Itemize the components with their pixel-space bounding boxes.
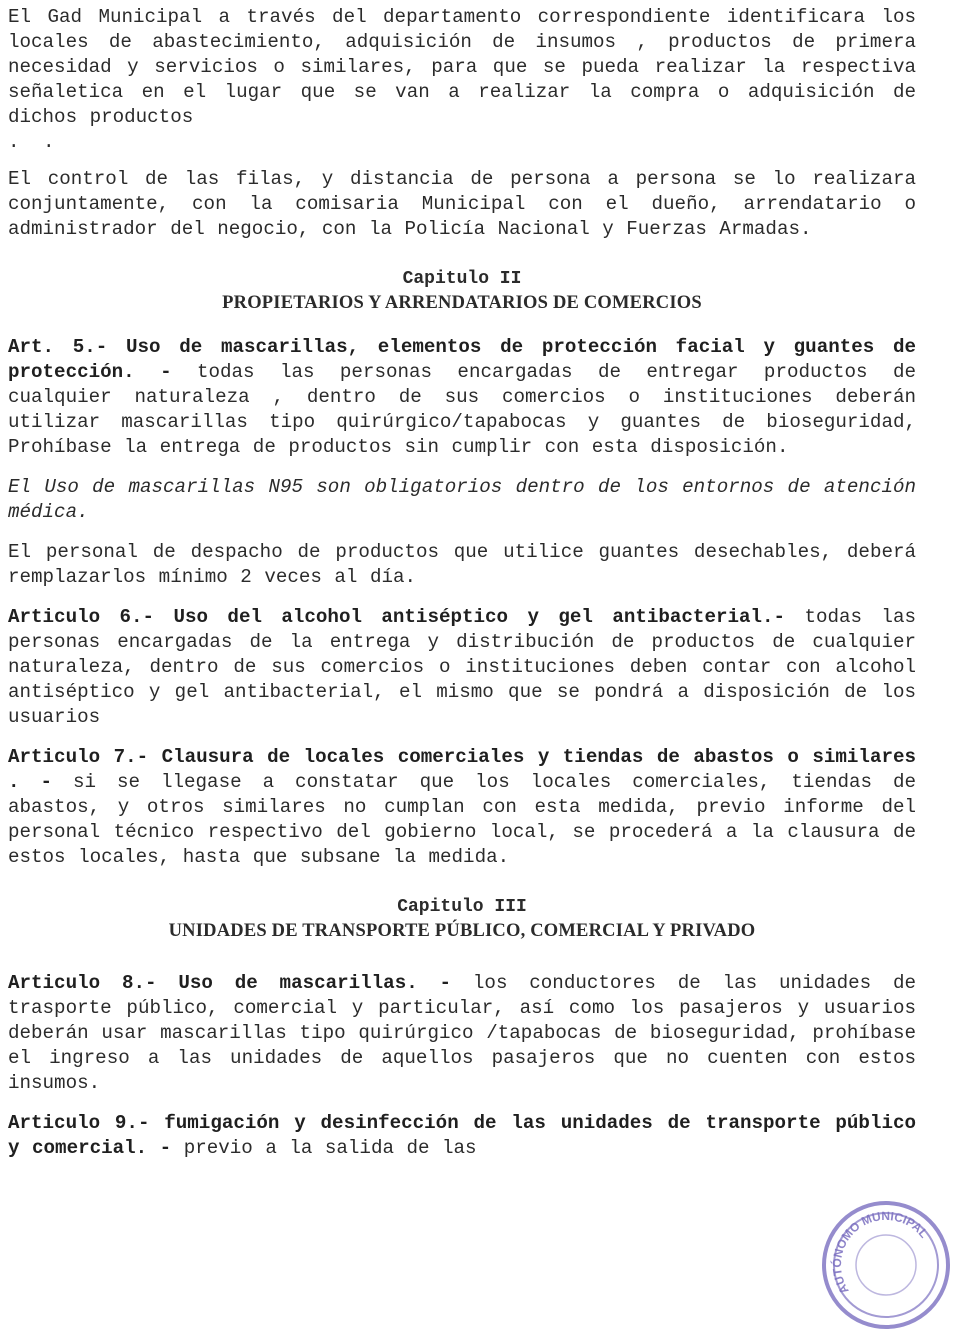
chapter-2-header: [8, 267, 916, 315]
document-page: [8, 5, 916, 1161]
chapter-3-number: Capitulo III: [397, 897, 527, 917]
article-6: [8, 605, 916, 730]
chapter-3-title: UNIDADES DE TRANSPORTE PÚBLICO, COMERCIAL Y PRIVADO: [168, 921, 756, 941]
paragraph-intro-tail: . .: [8, 131, 61, 153]
article-7-heading: Articulo 7.- Clausura de locales comerciales y tiendas de abastos o similares . -: [8, 746, 916, 793]
article-9: [8, 1111, 916, 1161]
article-5-gloves-note: El personal de despacho de productos que utilice guantes desechables, deberá remplazarlos mínimo 2 veces al día.: [8, 541, 916, 588]
article-7-body: si se llegase a constatar que los locales comerciales, tiendas de abastos, y otros similares no cumplan con esta medida, previo informe del personal técnico respectivo del gobierno local, se procederá a la clausura de estos locales, hasta que subsane la medida.: [8, 771, 917, 868]
article-5-body: todas las personas encargadas de entregar productos de cualquier naturaleza , dentro de sus comercios o instituciones deberán utilizar mascarillas tipo quirúrgico/tapabocas y guantes de bioseguridad, Prohíbase la entrega de productos sin cumplir con esta disposición.: [8, 361, 916, 458]
article-8-body: los conductores de las unidades de trasporte público, comercial y particular, así como los pasajeros y usuarios deberán usar mascarillas tipo quirúrgico /tapabocas de bioseguridad, prohíbase el ingreso a las unidades de aquellos pasajeros que no cuenten con estos insumos.: [8, 972, 916, 1094]
article-8-heading: Articulo 8.- Uso de mascarillas. -: [8, 972, 452, 994]
chapter-2-number: Capitulo II: [402, 269, 522, 289]
article-5: [8, 335, 916, 460]
article-8: [8, 971, 916, 1096]
chapter-2-title: PROPIETARIOS Y ARRENDATARIOS DE COMERCIOS: [222, 293, 702, 313]
article-7: [8, 745, 916, 870]
article-5-italic-note: El Uso de mascarillas N95 son obligatorios dentro de los entornos de atención médica.: [8, 476, 916, 523]
paragraph-control: El control de las filas, y distancia de persona a persona se lo realizara conjuntamente, con la comisaria Municipal con el dueño, arrendatario o administrador del negocio, con la Policía Nacional y Fuerzas Armadas.: [8, 168, 916, 240]
article-6-body: todas las personas encargadas de la entrega y distribución de productos de cualquier naturaleza, dentro de sus comercios o instituciones deben contar con alcohol antiséptico y gel antibacterial, el mismo que se pondrá a disposición de los usuarios: [8, 606, 916, 728]
paragraph-intro: El Gad Municipal a través del departamento correspondiente identificara los locales de abastecimiento, adquisición de insumos , productos de primera necesidad y servicios o similares, para que se pueda realizar la respectiva señaletica en el lugar que se van a realizar la compra o adquisición de dichos productos: [8, 6, 916, 128]
article-9-heading: Articulo 9.- fumigación y desinfección de las unidades de transporte público y comercial. -: [8, 1112, 916, 1159]
municipal-seal-stamp: [811, 1190, 961, 1340]
article-6-heading: Articulo 6.- Uso del alcohol antiséptico y gel antibacterial.-: [8, 606, 786, 628]
chapter-3-header: [8, 895, 916, 943]
article-5-heading: Art. 5.- Uso de mascarillas, elementos de protección facial y guantes de protección. -: [8, 336, 916, 383]
seal-text: AUTÓNOMO MUNICIPAL: [829, 1208, 932, 1297]
article-9-body: previo a la salida de las: [171, 1137, 477, 1159]
